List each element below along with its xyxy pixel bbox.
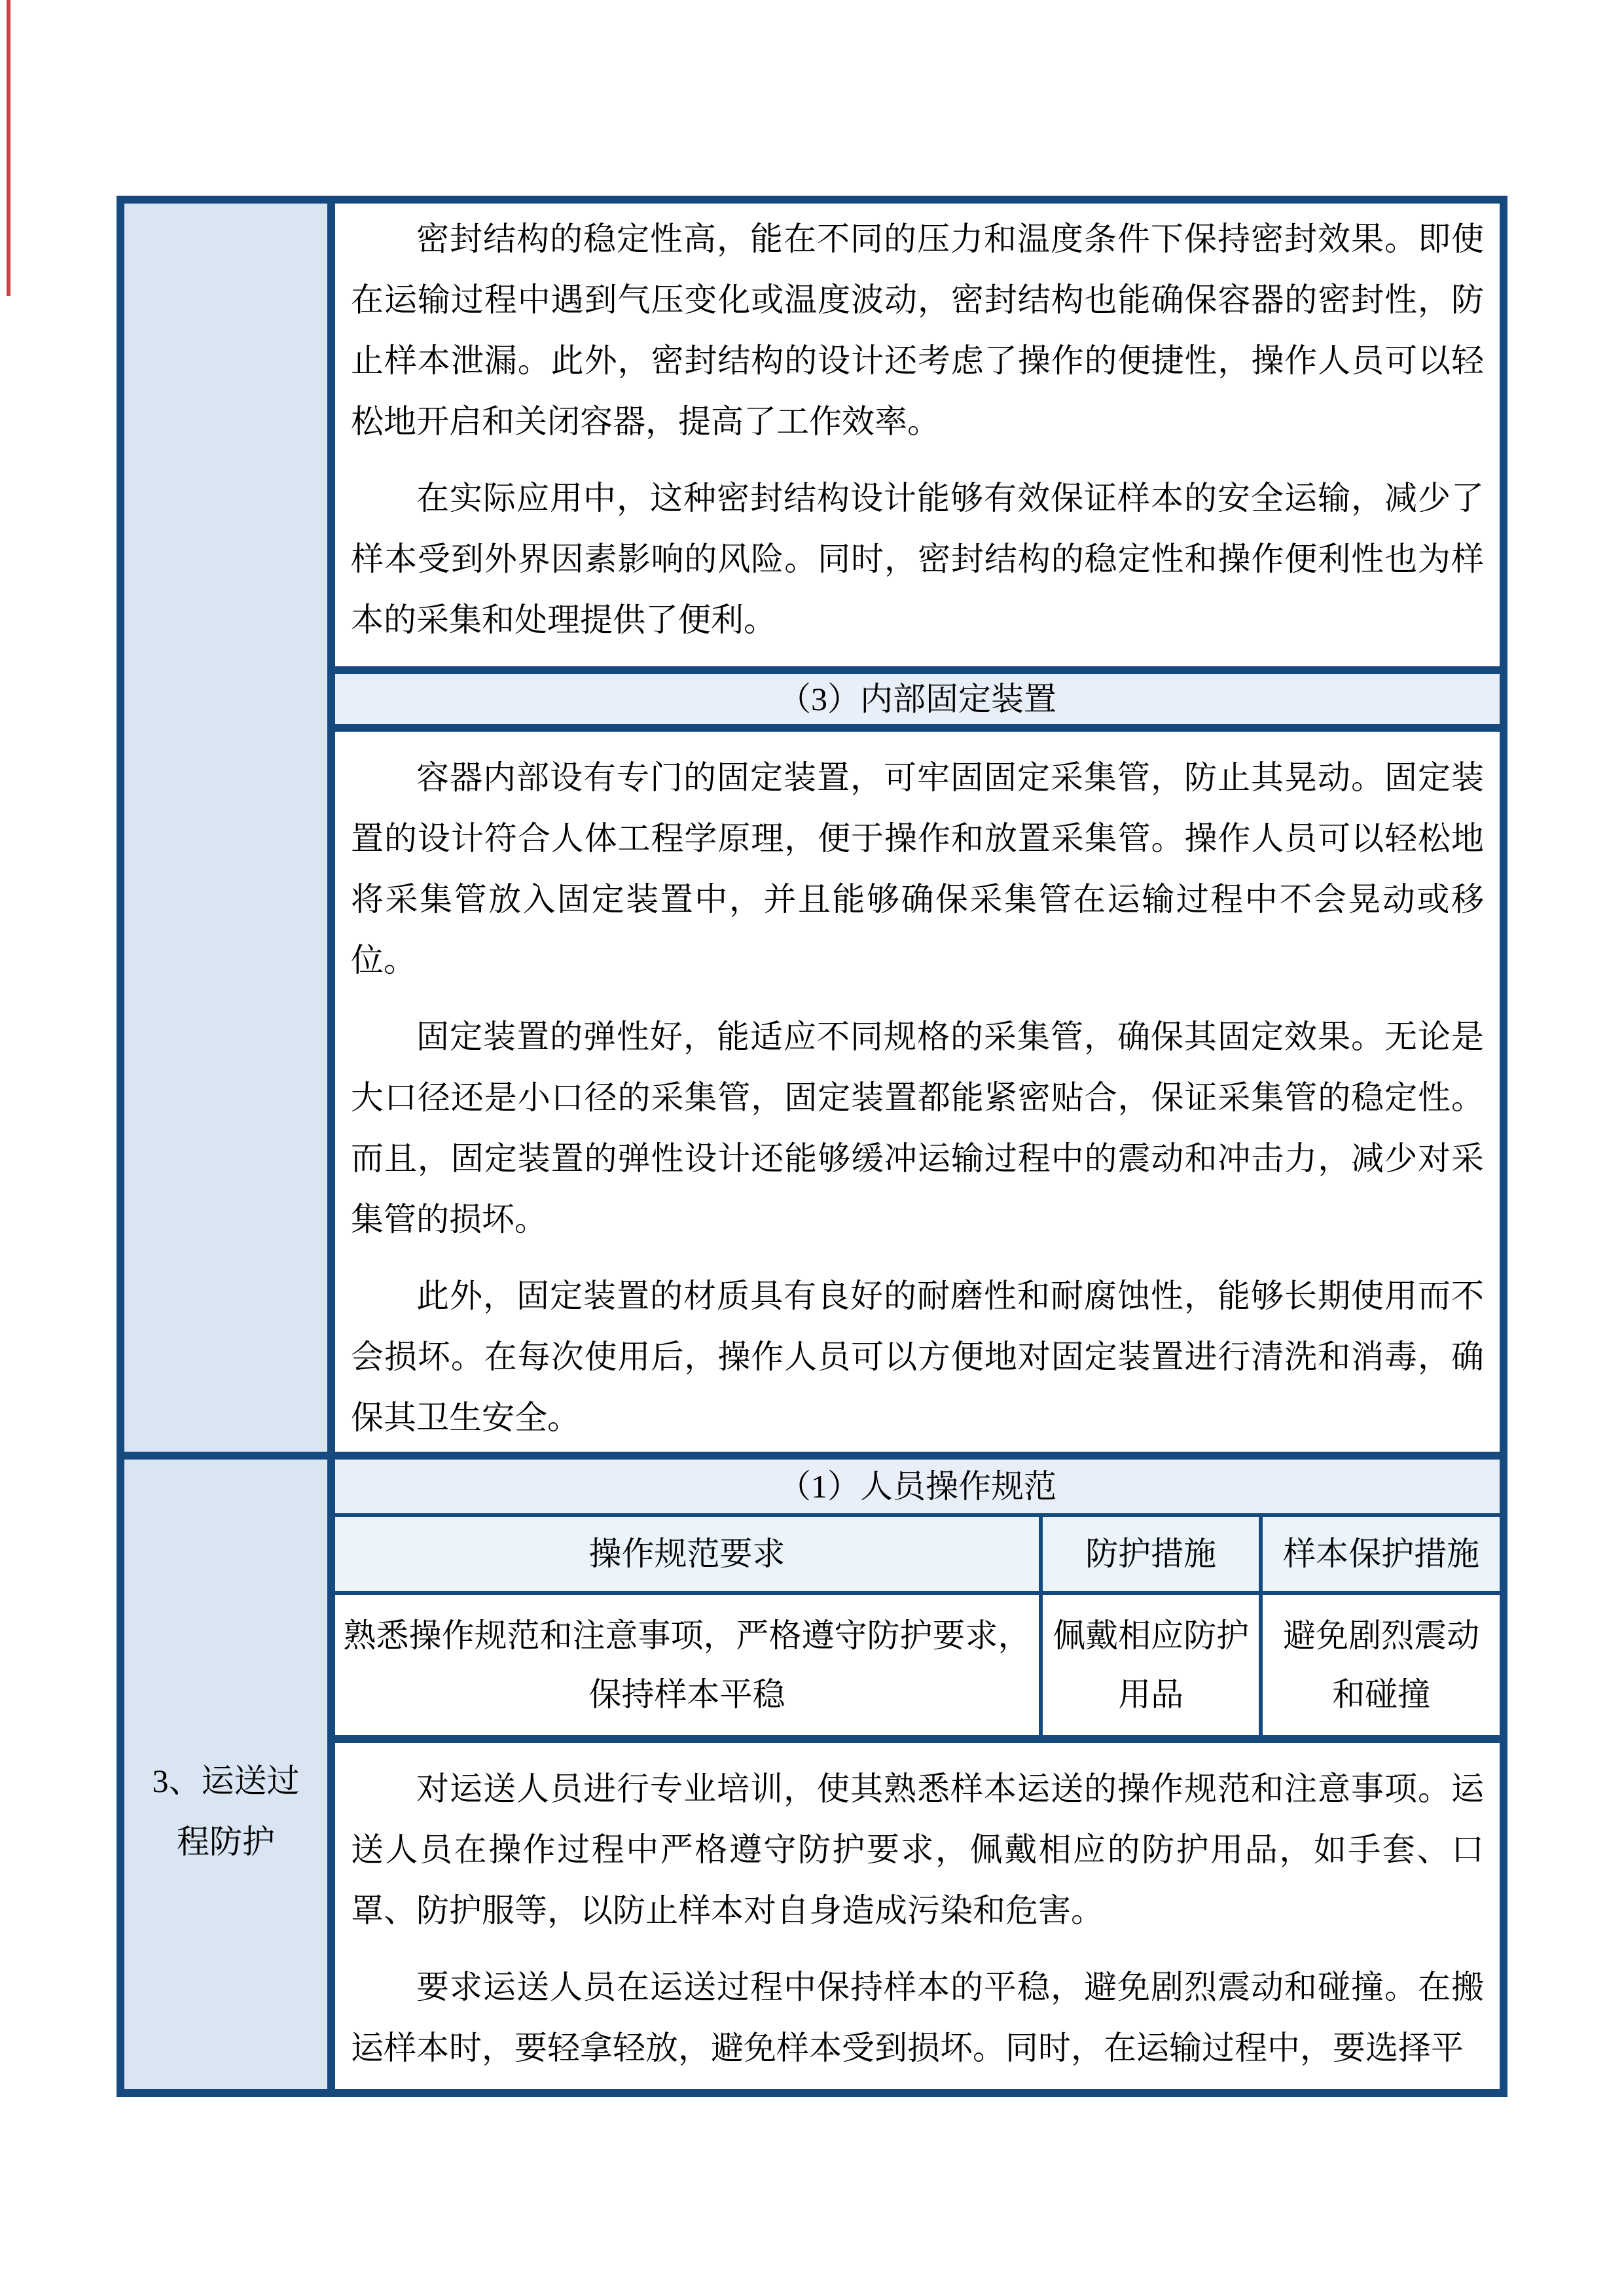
subtable-header-row [335, 1517, 1500, 1593]
paragraph-seal-stability: 密封结构的稳定性高，能在不同的压力和温度条件下保持密封效果。即使在运输过程中遇到气压变化或温度波动，密封结构也能确保容器的密封性，防止样本泄漏。此外，密封结构的设计还考虑了操作的便捷性，操作人员可以轻松地开启和关闭容器，提高了工作效率。 [351, 221, 1484, 440]
paragraph-seal-application: 在实际应用中，这种密封结构设计能够有效保证样本的安全运输，减少了样本受到外界因素影响的风险。同时，密封结构的稳定性和操作便利性也为样本的采集和处理提供了便利。 [351, 480, 1484, 638]
subtable-header-operation: 操作规范要求 [335, 1517, 1041, 1593]
subtable-data-row [335, 1593, 1500, 1739]
section-header-personnel-rules: （1）人员操作规范 [335, 1460, 1500, 1517]
subtable-header-protection: 防护措施 [1041, 1517, 1261, 1593]
subtable-cell-protection: 佩戴相应防护用品 [1041, 1593, 1261, 1739]
subtable-cell-sample-protection: 避免剧烈震动和碰撞 [1261, 1593, 1500, 1739]
subtable-header-sample-protection: 样本保护措施 [1261, 1517, 1500, 1593]
document-table [117, 196, 1507, 2097]
table-row [124, 204, 1500, 1452]
paragraph-fixation-material: 此外，固定装置的材质具有良好的耐磨性和耐腐蚀性，能够长期使用而不会损坏。在每次使用后，操作人员可以方便地对固定装置进行清洗和消毒，确保其卫生安全。 [351, 1278, 1484, 1436]
section-header-internal-fixation: （3）内部固定装置 [335, 666, 1500, 732]
table-row [124, 1452, 1500, 2089]
subtable-cell-operation: 熟悉操作规范和注意事项，严格遵守防护要求，保持样本平稳 [335, 1593, 1041, 1739]
content-cell [335, 1460, 1500, 2089]
paragraph-transport-stability: 要求运送人员在运送过程中保持样本的平稳，避免剧烈震动和碰撞。在搬运样本时，要轻拿轻放，避免样本受到损坏。同时，在运输过程中，要选择平 [351, 1969, 1484, 2066]
paragraph-personnel-training: 对运送人员进行专业培训，使其熟悉样本运送的操作规范和注意事项。运送人员在操作过程中严格遵守防护要求，佩戴相应的防护用品，如手套、口罩、防护服等，以防止样本对自身造成污染和危害。 [351, 1770, 1484, 1929]
paragraph-fixation-device: 容器内部设有专门的固定装置，可牢固固定采集管，防止其晃动。固定装置的设计符合人体工程学原理，便于操作和放置采集管。操作人员可以轻松地将采集管放入固定装置中，并且能够确保采集管在运输过程中不会晃动或移位。 [351, 759, 1484, 978]
spec-subtable [335, 1517, 1500, 1743]
category-label-cell-transport [124, 1460, 335, 2089]
page-edge-red-line [7, 0, 10, 296]
category-label: 3、运送过程防护 [152, 1763, 300, 1860]
content-cell [335, 204, 1500, 1452]
paragraph-fixation-elasticity: 固定装置的弹性好，能适应不同规格的采集管，确保其固定效果。无论是大口径还是小口径的采集管，固定装置都能紧密贴合，保证采集管的稳定性。而且，固定装置的弹性设计还能够缓冲运输过程中的震动和冲击力，减少对采集管的损坏。 [351, 1018, 1484, 1238]
category-label-cell-empty [124, 204, 335, 1452]
